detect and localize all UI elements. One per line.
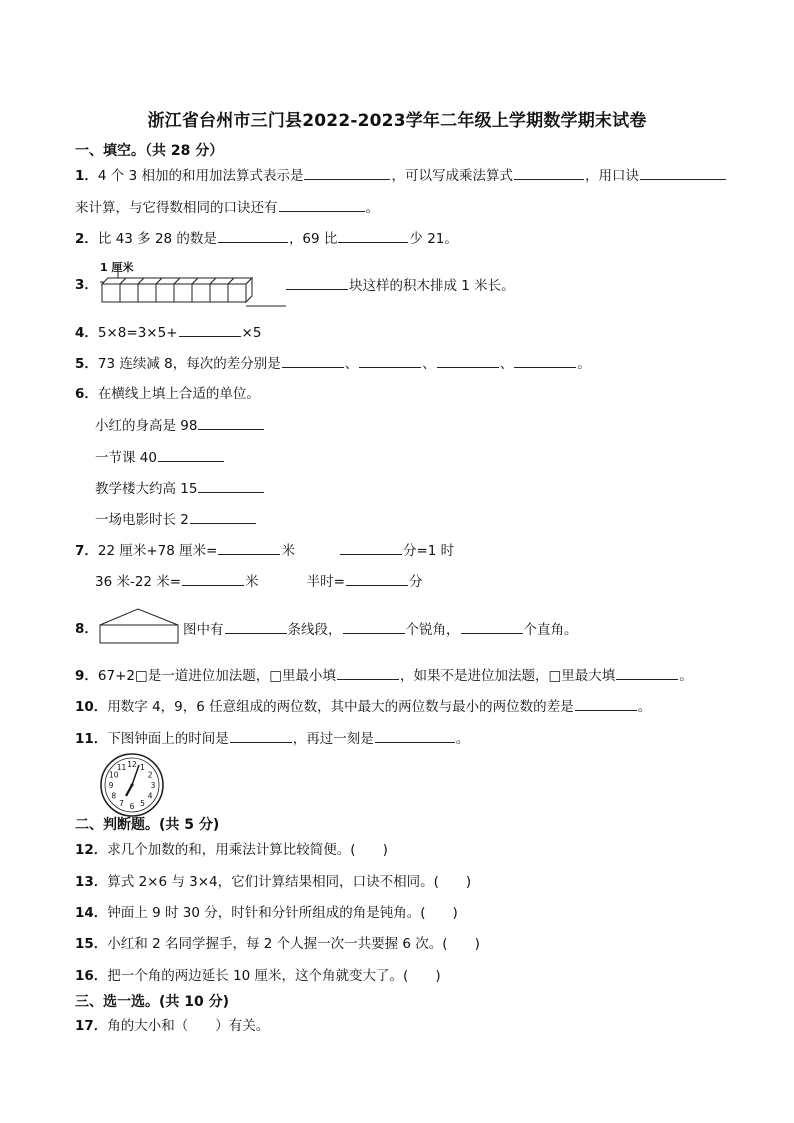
question-6-item: 教学楼大约高 15 xyxy=(95,478,265,499)
clock-numeral: 3 xyxy=(150,781,156,790)
answer-blank[interactable] xyxy=(461,619,523,634)
clock-face xyxy=(99,752,165,818)
answer-blank[interactable] xyxy=(340,540,402,555)
answer-blank[interactable] xyxy=(375,728,455,743)
question-3-num: 3． xyxy=(75,277,98,293)
answer-blank[interactable] xyxy=(179,322,241,337)
answer-blank[interactable] xyxy=(218,228,288,243)
answer-blank[interactable] xyxy=(218,540,280,555)
clock-numeral: 5 xyxy=(140,799,145,809)
question-11: 11．下图钟面上的时间是 ，再过一刻是 。 xyxy=(75,728,469,749)
question-10: 10．用数字 4，9，6 任意组成的两位数，其中最大的两位数与最小的两位数的差是 。 xyxy=(75,696,651,717)
question-12: 12．求几个加数的和，用乘法计算比较简便。( ) xyxy=(75,842,388,858)
section-heading-judge: 二、判断题。(共 5 分) xyxy=(75,817,220,833)
pentagon-figure xyxy=(98,607,180,645)
clock-numeral: 12 xyxy=(127,760,137,769)
answer-blank[interactable] xyxy=(282,353,344,368)
answer-blank[interactable] xyxy=(182,571,244,586)
clock-numeral: 4 xyxy=(147,791,153,801)
answer-blank[interactable] xyxy=(198,415,264,430)
question-6-item: 一场电影时长 2 xyxy=(95,509,257,530)
question-5: 5．73 连续减 8，每次的差分别是 、 、 、 。 xyxy=(75,353,591,374)
answer-blank[interactable] xyxy=(514,353,576,368)
question-2: 2．比 43 多 28 的数是 ，69 比 少 21。 xyxy=(75,228,458,249)
question-7: 7．22 厘米+78 厘米= 米 分=1 时 xyxy=(75,540,454,561)
clock-numeral: 1 xyxy=(140,762,145,772)
page-title: 浙江省台州市三门县2022-2023学年二年级上学期数学期末试卷 xyxy=(147,111,647,131)
answer-blank[interactable] xyxy=(225,619,287,634)
question-8-num: 8． xyxy=(75,621,98,637)
answer-blank[interactable] xyxy=(304,165,390,180)
answer-blank[interactable] xyxy=(343,619,405,634)
block-length-label: 1 厘米 xyxy=(100,261,134,274)
blocks-figure xyxy=(98,270,288,310)
clock-numeral: 11 xyxy=(116,762,127,772)
answer-blank[interactable] xyxy=(198,478,264,493)
clock-numeral: 10 xyxy=(109,770,119,780)
question-17: 17．角的大小和（ ）有关。 xyxy=(75,1018,270,1034)
question-4: 4．5×8=3×5+ ×5 xyxy=(75,322,261,343)
clock-numeral: 9 xyxy=(108,781,114,790)
question-3: 块这样的积木排成 1 米长。 xyxy=(285,275,515,296)
question-15: 15．小红和 2 名同学握手，每 2 个人握一次一共要握 6 次。( ) xyxy=(75,936,480,952)
answer-blank[interactable] xyxy=(359,353,421,368)
clock-numeral: 6 xyxy=(129,802,135,811)
answer-blank[interactable] xyxy=(514,165,584,180)
answer-blank[interactable] xyxy=(640,165,726,180)
question-6-item: 一节课 40 xyxy=(95,447,225,468)
question-13: 13．算式 2×6 与 3×4，它们计算结果相同，口诀不相同。( ) xyxy=(75,874,472,890)
answer-blank[interactable] xyxy=(346,571,408,586)
answer-blank[interactable] xyxy=(286,275,348,290)
answer-blank[interactable] xyxy=(337,665,399,680)
question-1: 1．4 个 3 相加的和用加法算式表示是 ，可以写成乘法算式 ，用口诀 xyxy=(75,165,727,186)
clock-numeral: 8 xyxy=(111,791,117,801)
answer-blank[interactable] xyxy=(279,197,365,212)
answer-blank[interactable] xyxy=(158,447,224,462)
section-heading-choice: 三、选一选。(共 10 分) xyxy=(75,994,230,1010)
section-heading-fill: 一、填空。（共 28 分） xyxy=(75,143,224,159)
question-1-cont: 来计算，与它得数相同的口诀还有 。 xyxy=(75,197,379,218)
question-7-cont: 36 米-22 米= 米 半时= 分 xyxy=(95,571,422,592)
question-14: 14．钟面上 9 时 30 分，时针和分针所组成的角是钝角。( ) xyxy=(75,905,458,921)
answer-blank[interactable] xyxy=(338,228,408,243)
answer-blank[interactable] xyxy=(575,696,637,711)
question-16: 16．把一个角的两边延长 10 厘米，这个角就变大了。( ) xyxy=(75,968,441,984)
answer-blank[interactable] xyxy=(437,353,499,368)
clock-numeral: 7 xyxy=(119,799,124,809)
answer-blank[interactable] xyxy=(190,509,256,524)
answer-blank[interactable] xyxy=(230,728,292,743)
question-6: 6．在横线上填上合适的单位。 xyxy=(75,386,260,402)
question-9: 9．67+2□是一道进位加法题，□里最小填 ，如果不是进位加法题，□里最大填 。 xyxy=(75,665,693,686)
answer-blank[interactable] xyxy=(616,665,678,680)
clock-numeral: 2 xyxy=(147,770,153,780)
question-8: 图中有 条线段， 个锐角， 个直角。 xyxy=(183,619,578,640)
question-6-item: 小红的身高是 98 xyxy=(95,415,265,436)
